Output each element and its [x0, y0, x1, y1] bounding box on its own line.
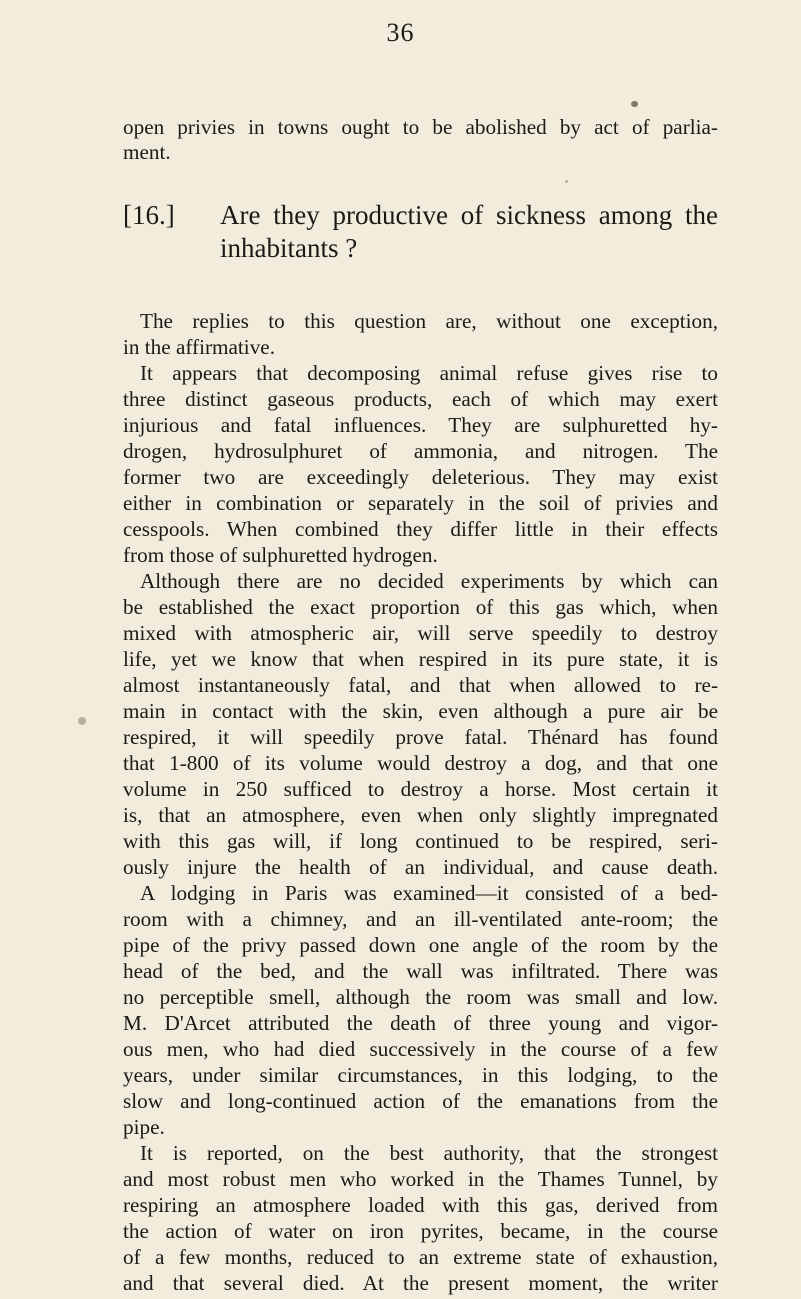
body-line: in the affirmative. — [123, 335, 275, 359]
body-line: the action of water on iron pyrites, became, in the course — [123, 1219, 718, 1243]
body-line: almost instantaneously fatal, and that when allowed to re- — [123, 673, 718, 697]
body-line: respired, it will speedily prove fatal. Thénard has found — [123, 725, 718, 749]
paper-speck — [565, 180, 568, 183]
body-line: main in contact with the skin, even although a pure air be — [123, 699, 718, 723]
body-line: that 1-800 of its volume would destroy a dog, and that one — [123, 751, 718, 775]
body-line: be established the exact proportion of this gas which, when — [123, 595, 718, 619]
body-line: ously injure the health of an individual, and cause death. — [123, 855, 718, 879]
body-line: volume in 250 sufficed to destroy a horse. Most certain it — [123, 777, 718, 801]
body-line: The replies to this question are, without one exception, — [140, 309, 718, 333]
body-line: mixed with atmospheric air, will serve speedily to destroy — [123, 621, 718, 645]
body-line: pipe of the privy passed down one angle of the room by the — [123, 933, 718, 957]
body-line: years, under similar circumstances, in this lodging, to the — [123, 1063, 718, 1087]
page-number: 36 — [386, 18, 415, 47]
body-line: and that several died. At the present moment, the writer — [123, 1271, 718, 1295]
question-number: [16.] — [123, 200, 175, 230]
body-line: three distinct gaseous products, each of which may exert — [123, 387, 718, 411]
body-line: with this gas will, if long continued to be respired, seri- — [123, 829, 718, 853]
body-line: cesspools. When combined they differ little in their effects — [123, 517, 718, 541]
paper-speck — [631, 101, 638, 107]
body-line: M. D'Arcet attributed the death of three young and vigor- — [123, 1011, 718, 1035]
body-line: respiring an atmosphere loaded with this gas, derived from — [123, 1193, 718, 1217]
body-line: is, that an atmosphere, even when only slightly impregnated — [123, 803, 718, 827]
body-line: of a few months, reduced to an extreme state of exhaustion, — [123, 1245, 718, 1269]
body-line: no perceptible smell, although the room was small and low. — [123, 985, 718, 1009]
body-line: A lodging in Paris was examined—it consisted of a bed- — [140, 881, 718, 905]
body-line: drogen, hydrosulphuret of ammonia, and nitrogen. The — [123, 439, 718, 463]
body-line: former two are exceedingly deleterious. They may exist — [123, 465, 718, 489]
body-line: from those of sulphuretted hydrogen. — [123, 543, 438, 567]
body-line: head of the bed, and the wall was infiltrated. There was — [123, 959, 718, 983]
body-line: ous men, who had died successively in the course of a few — [123, 1037, 718, 1061]
intro-line: open privies in towns ought to be abolished by act of parlia- — [123, 115, 718, 139]
body-line: either in combination or separately in the soil of privies and — [123, 491, 718, 515]
body-line: life, yet we know that when respired in its pure state, it is — [123, 647, 718, 671]
body-line: pipe. — [123, 1115, 165, 1139]
question-heading-line: inhabitants ? — [220, 233, 358, 263]
body-line: Although there are no decided experiments by which can — [140, 569, 718, 593]
body-line: slow and long-continued action of the emanations from the — [123, 1089, 718, 1113]
body-line: It appears that decomposing animal refuse gives rise to — [140, 361, 718, 385]
body-line: injurious and fatal influences. They are sulphuretted hy- — [123, 413, 718, 437]
question-heading-line: Are they productive of sickness among the — [220, 200, 718, 230]
intro-line: ment. — [123, 140, 171, 164]
body-line: and most robust men who worked in the Thames Tunnel, by — [123, 1167, 718, 1191]
paper-speck — [78, 717, 86, 725]
body-line: room with a chimney, and an ill-ventilated ante-room; the — [123, 907, 718, 931]
body-line: It is reported, on the best authority, that the strongest — [140, 1141, 718, 1165]
